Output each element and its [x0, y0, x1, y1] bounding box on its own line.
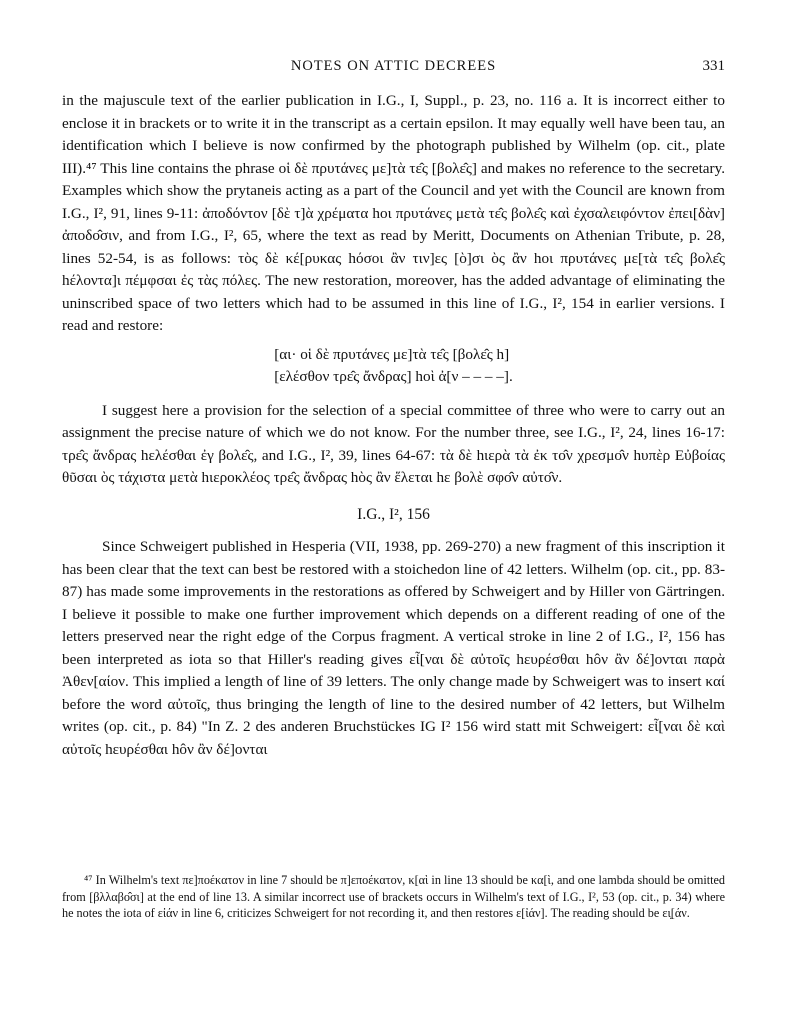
- restoration-quote: [62, 344, 725, 388]
- page-number: 331: [702, 58, 725, 74]
- quote-line-2: [ελέσθον τρε̂ς ἄνδρας] hοὶ ἀ[ν – – – –].: [274, 367, 513, 385]
- quote-line-1: [αι· οἱ δὲ πρυτάνες με]τὰ τε̂ς [βολε̂ς h]: [274, 345, 510, 363]
- running-title: NOTES ON ATTIC DECREES: [290, 58, 497, 74]
- paragraph-3: Since Schweigert published in Hesperia (VII, 1938, pp. 269-270) a new fragment of this inscription it has been clear that the text can best be restored with a stoichedon line of 42 letters. Wilhelm (op. cit., pp. 83-87) has made some improvements in the restorations as offered by Schweigert and by Hiller von Gärtringen. I believe it possible to make one further improvement which depends on a different reading of one of the letters preserved near the right edge of the Corpus fragment. A vertical stroke in line 2 of I.G., I², 156 has been interpreted as iota so that Hiller's reading gives εἶ[ναι δὲ αὐτοῖς hευρέσθαι hôν ἂν δέ]ονται παρὰ Ἀθεν[αίον. This implied a length of line of 39 letters. The only change made by Schweigert was to insert καί before the word αὐτοῖς, thus bringing the length of line to the desired number of 42 letters, but Wilhelm writes (op. cit., p. 84) "In Z. 2 des anderen Bruchstückes IG I² 156 wird statt mit Schweigert: εἶ[ναι δὲ καὶ αὐτοῖς hευρέσθαι hôν ἂν δέ]ονται: [62, 538, 725, 758]
- footnote-text: ⁴⁷ In Wilhelm's text πε]ποέκατον in line 7 should be π]εποέκατον, κ[αὶ in line 13 should be κα[ὶ, and one lambda should be omitted from [βλλαβο̂σι] at the end of line 13. A similar incorrect use of brackets occurs in Wilhelm's text of I.G., I², 53 (op. cit., p. 34) where he notes the iota of εἰάν in line 6, criticizes Schweigert for not recording it, and then restores ε[ἰάν]. The reading should be ει̣[άν.: [62, 873, 725, 920]
- paragraph-1: in the majuscule text of the earlier publication in I.G., I, Suppl., p. 23, no. 116 a. It is incorrect either to enclose it in brackets or to write it in the transcript as a certain epsilon. It may equally well have been tau, an identification which I believe is now confirmed by the photograph published by Wilhelm (op. cit., plate III).⁴⁷ This line contains the phrase οἱ δὲ πρυτάνες με]τὰ τε̂ς [βολε̂ς] and makes no reference to the secretary. Examples which show the prytaneis acting as a part of the Council and yet with the Council are known from I.G., I², 91, lines 9-11: ἀποδόντον [δὲ τ]ὰ χρέματα hοι πρυτάνες μετὰ τε̂ς βολε̂ς καὶ ἐχσαλειφόντον ἐπει[δὰν] ἀποδο̂σιν, and from I.G., I², 65, where the text as read by Meritt, Documents on Athenian Tribute, p. 28, lines 52-54, is as follows: τὸς δὲ κέ[ρυκας hόσοι ἂν τιν]ες [ὸ]σι ὸς ἂν hοι πρυτάνες με[τὰ τε̂ς βολε̂ς hέλοντα]ι πέμφσαι ἐς τὰς πόλες. The new restoration, moreover, has the added advantage of eliminating the uninscribed space of two letters which had to be assumed in this line of I.G., I², 154 in earlier versions. I read and restore:: [62, 92, 725, 334]
- main-text: [62, 90, 725, 761]
- running-header: [62, 58, 725, 78]
- section-heading: I.G., I², 156: [357, 505, 430, 523]
- footnote-47: [62, 872, 725, 922]
- paragraph-2: I suggest here a provision for the selection of a special committee of three who were to carry out an assignment the precise nature of which we do not know. For the number three, see I.G., I², 24, lines 16-17: τρε̂ς ἄνδρας hελέσθαι ἐγ βολε̂ς, and I.G., I², 39, lines 64-67: τὰ δὲ hιερὰ τὰ ἐκ το̂ν χρεσμο̂ν hυπὲρ Εὐβοίας θῦσαι ὸς τάχιστα μετὰ hιεροκλέος τρε̂ς ἄνδρας hὸς ἂν ἕλεται hε βολὲ σφο̂ν αὐτο̂ν.: [62, 401, 725, 486]
